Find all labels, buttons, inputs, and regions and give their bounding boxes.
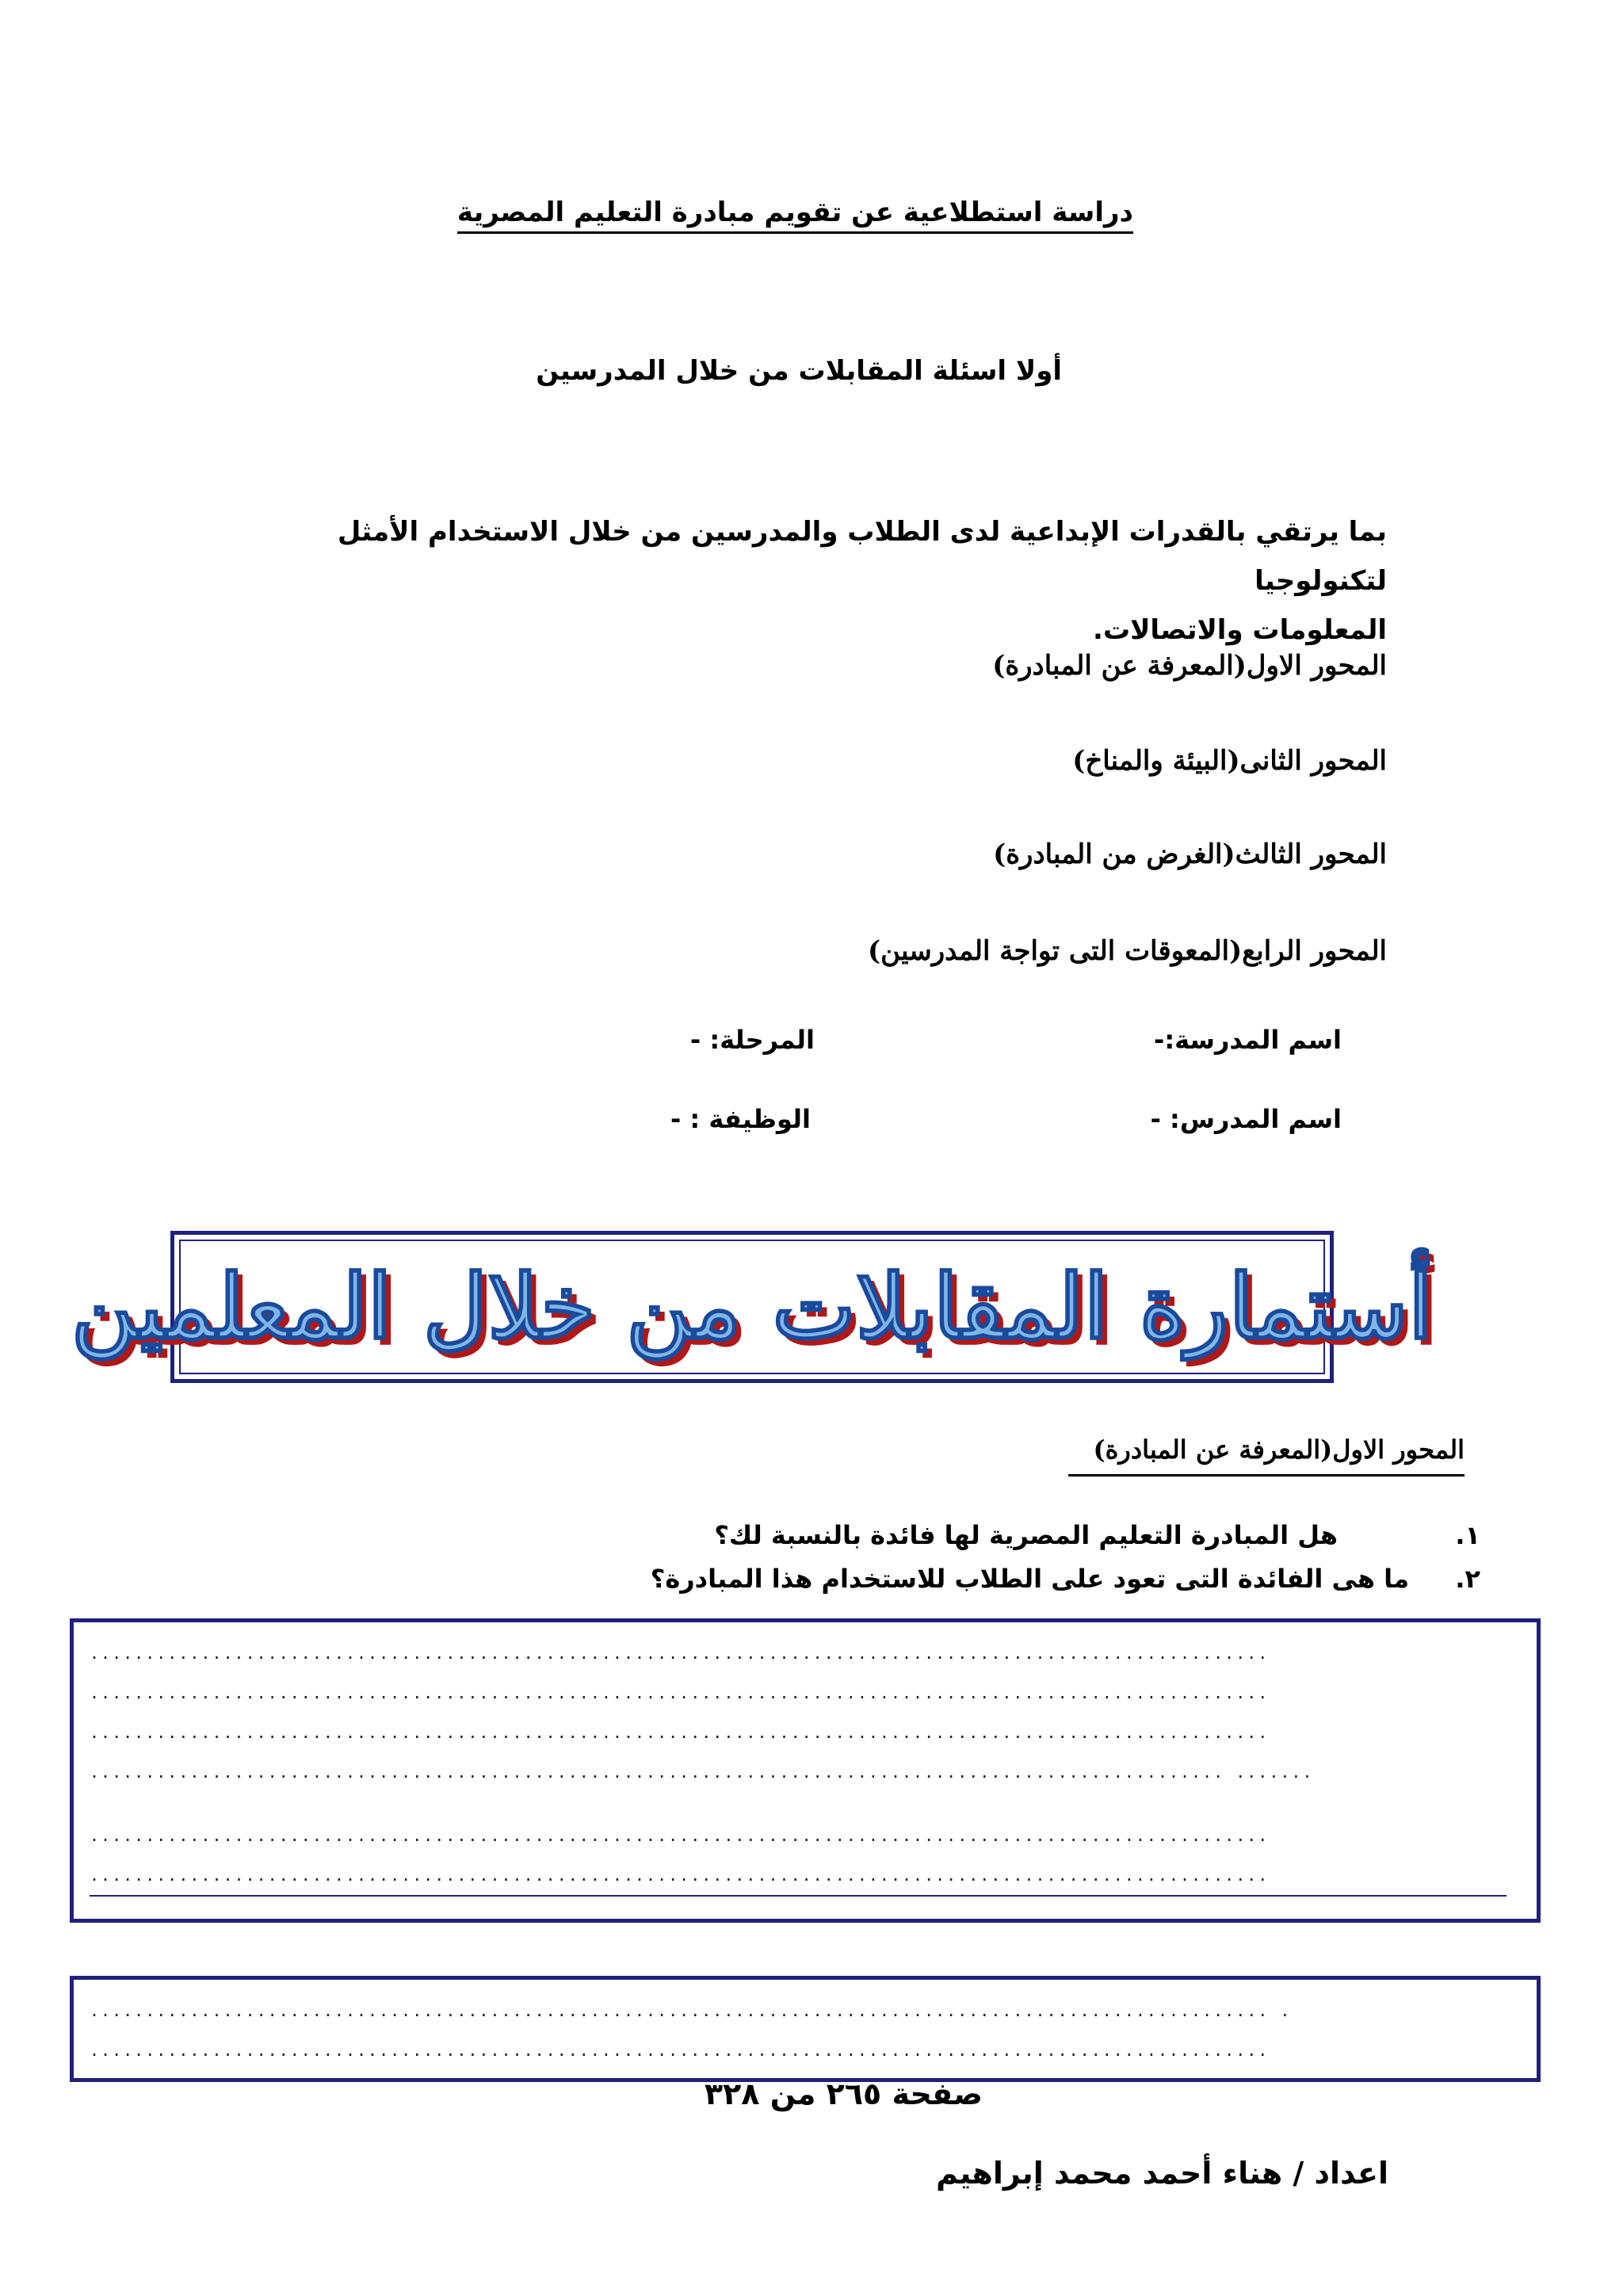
answer-line: ..........................................................................................................: [90, 1683, 1270, 1702]
section-heading: المحور الاول(المعرفة عن المبادرة): [1068, 1435, 1465, 1477]
document-title: [0, 197, 1133, 228]
intro-line-1: بما يرتقي بالقدرات الإبداعية لدى الطلاب والمدرسين من خلال الاستخدام الأمثل لتكنولوجيا: [337, 516, 1387, 597]
answer-line: ..........................................................................................................: [90, 1855, 1507, 1897]
form-banner: [71, 1231, 1434, 1383]
answer-line: ..........................................................................................................: [90, 1826, 1270, 1845]
answer-line: .......................................................................................................... .: [90, 2001, 1292, 2020]
question-2-number: ٢.: [1455, 1564, 1480, 1594]
intro-paragraph: [269, 507, 1387, 655]
answer-box-1[interactable]: [70, 1618, 1541, 1923]
axis-item-2: المحور الثانى(البيئة والمناخ): [1072, 745, 1387, 777]
answer-line: ...................................................................................................... .......: [90, 1763, 1314, 1782]
document-subtitle: أولا اسئلة المقابلات من خلال المدرسين: [536, 355, 1062, 387]
axis-item-4: المحور الرابع(المعوقات التى تواجة المدرسين): [867, 935, 1387, 967]
answer-box-1-lines: [90, 1633, 1507, 1897]
question-2-text: ما هى الفائدة التى تعود على الطلاب للاستخدام هذا المبادرة؟: [650, 1564, 1409, 1594]
answer-box-2-lines: [90, 1991, 1507, 2070]
school-name-label: اسم المدرسة:-: [1154, 1025, 1342, 1055]
answer-line: ..........................................................................................................: [90, 2041, 1270, 2060]
question-1-text: هل المبادرة التعليم المصرية لها فائدة بالنسبة لك؟: [714, 1520, 1338, 1550]
axis-item-3: المحور الثالث(الغرض من المبادرة): [993, 839, 1387, 870]
job-label: الوظيفة : -: [670, 1104, 811, 1134]
axis-item-1: المحور الاول(المعرفة عن المبادرة): [992, 650, 1387, 682]
form-banner-inner: [71, 1240, 1434, 1374]
question-1-number: ١.: [1455, 1520, 1480, 1550]
teacher-name-label: اسم المدرس: -: [1150, 1104, 1342, 1134]
page-number: صفحة ٢٦٥ من ٣٢٨: [704, 2076, 983, 2111]
form-banner-text: أستمارة المقابلات من خلال المعلمين: [71, 1255, 1434, 1359]
document-title-text: دراسة استطلاعية عن تقويم مبادرة التعليم المصرية: [457, 197, 1133, 234]
answer-line: ..........................................................................................................: [90, 1644, 1270, 1663]
answer-line: ..........................................................................................................: [90, 1723, 1270, 1742]
answer-box-2[interactable]: [70, 1976, 1541, 2082]
stage-label: المرحلة: -: [689, 1025, 815, 1055]
author-credit: اعداد / هناء أحمد محمد إبراهيم: [936, 2156, 1388, 2191]
intro-line-2: المعلومات والاتصالات.: [1093, 614, 1387, 646]
